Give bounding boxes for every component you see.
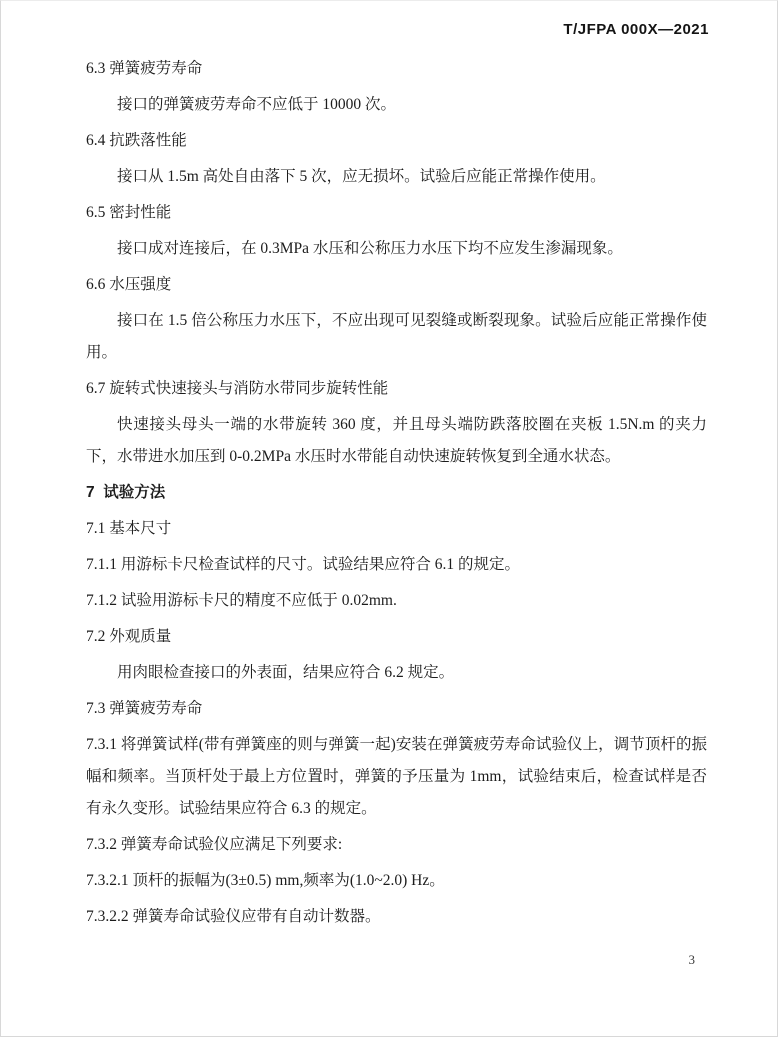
clause-heading-6-3: 6.3 弹簧疲劳寿命 (86, 60, 203, 77)
clause-heading-6-7: 6.7 旋转式快速接头与消防水带同步旋转性能 (86, 380, 389, 397)
page-number: 3 (688, 952, 695, 967)
clause-7-1-2: 7.1.2 试验用游标卡尺的精度不应低于 0.02mm. (86, 592, 397, 609)
clause-7-3-1: 7.3.1 将弹簧试样(带有弹簧座的则与弹簧一起)安装在弹簧疲劳寿命试验仪上，调节顶杆的振幅和频率。当顶杆处于最上方位置时，弹簧的予压量为 1mm，试验结束后，检查试样是否有永久变形。试验结果应符合 6.3 的规定。 (86, 736, 707, 817)
clause-7-1-1: 7.1.1 用游标卡尺检查试样的尺寸。试验结果应符合 6.1 的规定。 (86, 556, 521, 573)
clause-heading-7-2: 7.2 外观质量 (86, 628, 172, 645)
clause-heading-7-1: 7.1 基本尺寸 (86, 520, 172, 537)
clause-7-3-2-2: 7.3.2.2 弹簧寿命试验仪应带有自动计数器。 (86, 908, 381, 925)
clause-body-6-6: 接口在 1.5 倍公称压力水压下，不应出现可见裂缝或断裂现象。试验后应能正常操作使用。 (86, 312, 707, 361)
clause-body-6-5: 接口成对连接后，在 0.3MPa 水压和公称压力水压下均不应发生渗漏现象。 (117, 240, 623, 257)
page-header (1, 1, 777, 39)
clause-body-6-4: 接口从 1.5m 高处自由落下 5 次，应无损坏。试验后应能正常操作使用。 (117, 168, 606, 185)
clause-body-6-3: 接口的弹簧疲劳寿命不应低于 10000 次。 (117, 96, 397, 113)
clause-body-6-7: 快速接头母头一端的水带旋转 360 度，并且母头端防跌落胶圈在夹板 1.5N.m 的夹力下，水带进水加压到 0-0.2MPa 水压时水带能自动快速旋转恢复到全通水状态。 (86, 416, 707, 465)
standard-number: T/JFPA 000X—2021 (563, 21, 709, 38)
clause-heading-6-6: 6.6 水压强度 (86, 276, 172, 293)
clause-body-7-2: 用肉眼检查接口的外表面，结果应符合 6.2 规定。 (117, 664, 455, 681)
clause-heading-6-4: 6.4 抗跌落性能 (86, 132, 187, 149)
document-content (1, 39, 777, 933)
clause-heading-7-3: 7.3 弹簧疲劳寿命 (86, 700, 203, 717)
chapter-heading-7: 7 试验方法 (86, 484, 166, 501)
clause-7-3-2-1: 7.3.2.1 顶杆的振幅为(3±0.5) mm,频率为(1.0~2.0) Hz。 (86, 872, 445, 889)
clause-7-3-2: 7.3.2 弹簧寿命试验仪应满足下列要求: (86, 836, 343, 853)
clause-heading-6-5: 6.5 密封性能 (86, 204, 172, 221)
